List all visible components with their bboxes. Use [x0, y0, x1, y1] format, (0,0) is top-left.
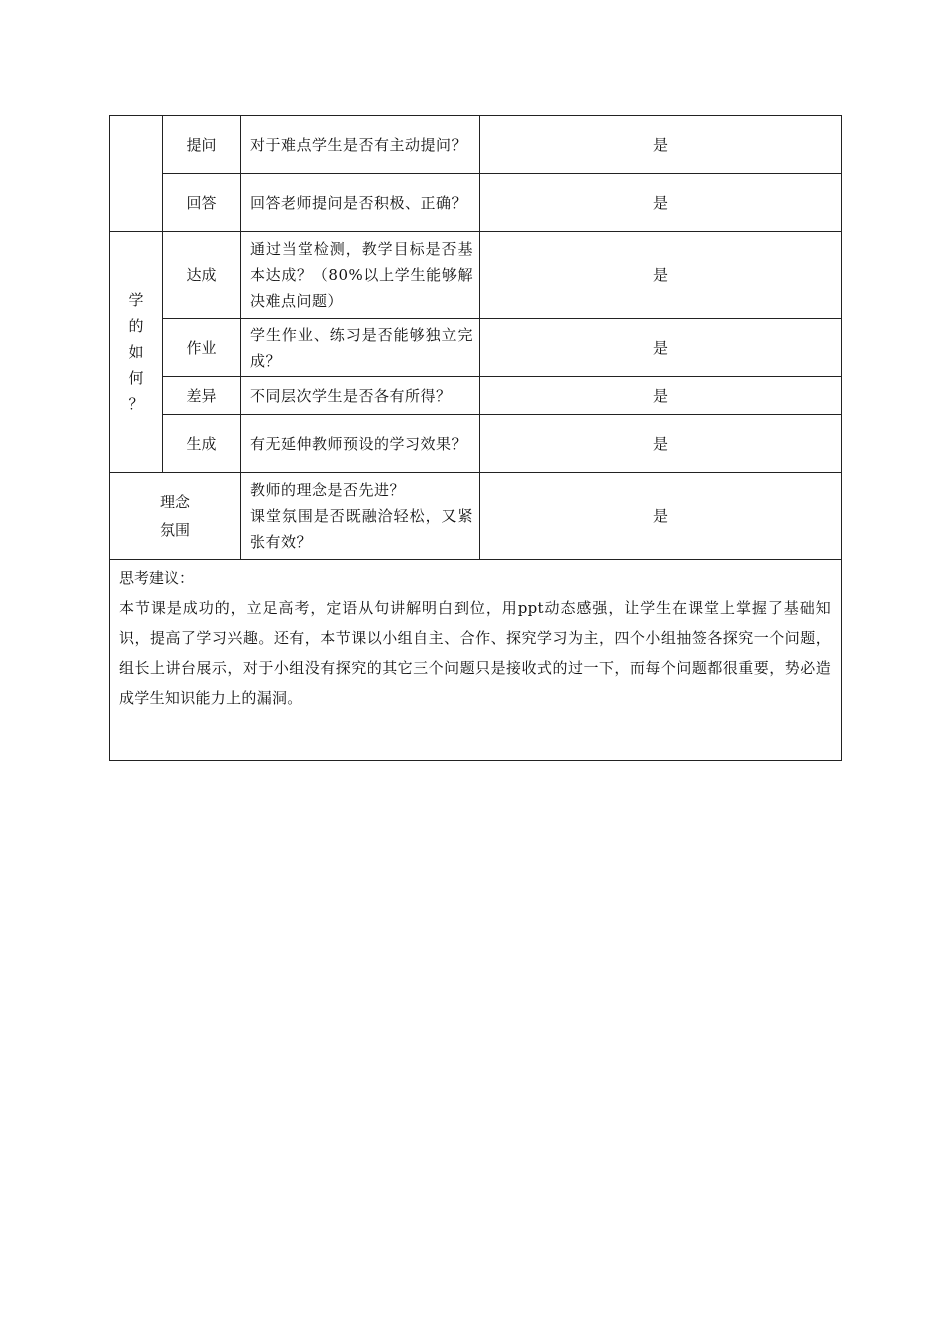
- answer-cell: 是: [480, 473, 842, 560]
- category-concept: [110, 473, 241, 560]
- category-char: 如: [128, 343, 144, 361]
- answer-cell: 是: [480, 377, 842, 415]
- category-char: 何: [128, 369, 144, 387]
- table-row: [110, 319, 842, 377]
- criterion-text: 学生作业、练习是否能够独立完成？: [241, 319, 480, 377]
- answer-cell: 是: [480, 174, 842, 232]
- answer-cell: 是: [480, 415, 842, 473]
- table-row: [110, 415, 842, 473]
- table-row: [110, 116, 842, 174]
- sub-label: 差异: [163, 377, 241, 415]
- criterion-text: 回答老师提问是否积极、正确？: [241, 174, 480, 232]
- category-label: 氛围: [159, 521, 190, 539]
- answer-cell: 是: [480, 319, 842, 377]
- sub-label: 生成: [163, 415, 241, 473]
- criterion-text: 对于难点学生是否有主动提问？: [241, 116, 480, 174]
- table-row: [110, 174, 842, 232]
- table-row: [110, 560, 842, 761]
- suggestion-body: 本节课是成功的，立足高考，定语从句讲解明白到位，用ppt动态感强，让学生在课堂上掌握了基础知识，提高了学习兴趣。还有，本节课以小组自主、合作、探究学习为主，四个小组抽签各探究一个问题，组长上讲台展示，对于小组没有探究的其它三个问题只是接收式的过一下，而每个问题都很重要，势必造成学生知识能力上的漏洞。: [119, 599, 831, 707]
- category-label: 理念: [159, 493, 190, 511]
- sub-label: 提问: [163, 116, 241, 174]
- category-learning: [110, 232, 163, 473]
- criterion-text: 通过当堂检测，教学目标是否基本达成？（80%以上学生能够解决难点问题）: [241, 232, 480, 319]
- table-row: [110, 232, 842, 319]
- sub-label: 回答: [163, 174, 241, 232]
- answer-cell: 是: [480, 116, 842, 174]
- table-row: [110, 377, 842, 415]
- suggestion-title: 思考建议：: [119, 569, 195, 587]
- table-row: [110, 473, 842, 560]
- criterion-text: 不同层次学生是否各有所得？: [241, 377, 480, 415]
- sub-label: 作业: [163, 319, 241, 377]
- evaluation-table: [109, 115, 842, 761]
- category-char: 学: [128, 291, 144, 309]
- category-char: ？: [128, 395, 144, 413]
- criterion-text: 有无延伸教师预设的学习效果？: [241, 415, 480, 473]
- criterion-line: 教师的理念是否先进？: [250, 481, 406, 499]
- category-cell-blank: [110, 116, 163, 232]
- criterion-text: [241, 473, 480, 560]
- answer-cell: 是: [480, 232, 842, 319]
- criterion-line: 课堂氛围是否既融洽轻松，又紧张有效？: [250, 507, 473, 551]
- category-char: 的: [128, 317, 144, 335]
- sub-label: 达成: [163, 232, 241, 319]
- suggestion-cell: [110, 560, 842, 761]
